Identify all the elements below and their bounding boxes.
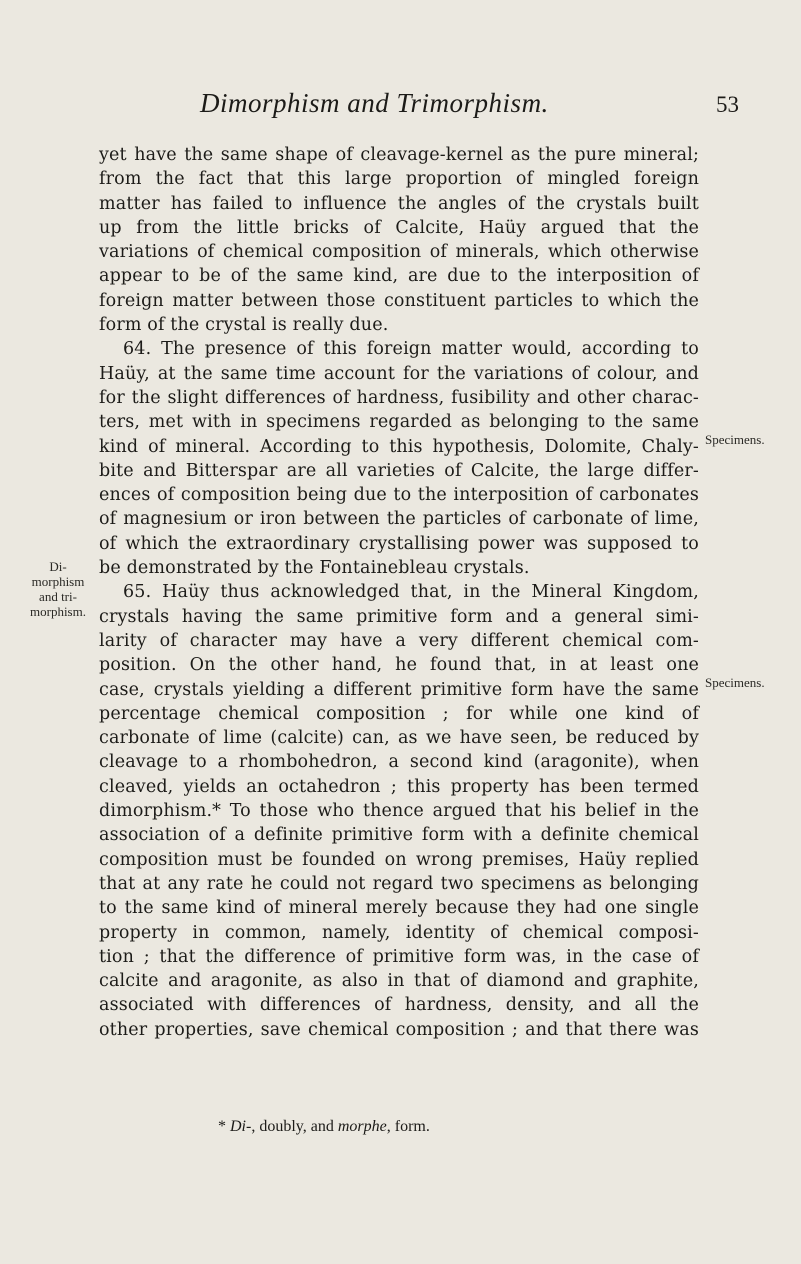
page-number: 53 — [716, 92, 739, 117]
margin-note-line: Di- — [49, 559, 67, 574]
footnote-marker: * — [218, 1118, 226, 1135]
margin-note-dimorphism — [22, 559, 94, 619]
footnote-text: , form. — [386, 1118, 430, 1135]
margin-note-line: morphism. — [30, 604, 86, 619]
text-line: to the same kind of mineral merely because they had one single — [99, 898, 699, 919]
text-line: tion ; that the difference of primitive form was, in the case of — [99, 946, 699, 967]
text-line: percentage chemical composition ; for while one kind of — [99, 703, 699, 724]
margin-note-specimens-2: Specimens. — [705, 675, 765, 690]
text-line: carbonate of lime (calcite) can, as we have seen, be reduced by — [99, 728, 699, 749]
text-line: kind of mineral. According to this hypothesis, Dolomite, Chaly- — [99, 436, 699, 457]
text-line: up from the little bricks of Calcite, Haüy argued that the — [99, 217, 699, 238]
text-line: crystals having the same primitive form and a general simi- — [99, 606, 699, 627]
text-line: cleavage to a rhombohedron, a second kind (aragonite), when — [99, 752, 699, 773]
text-line: variations of chemical composition of minerals, which otherwise — [99, 242, 699, 263]
text-line: appear to be of the same kind, are due to the interposition of — [99, 266, 699, 287]
text-line: matter has failed to influence the angles of the crystals built — [99, 193, 699, 214]
footnote — [218, 1118, 430, 1136]
text-line: calcite and aragonite, as also in that of diamond and graphite, — [99, 971, 699, 992]
text-line: be demonstrated by the Fontainebleau crystals. — [99, 558, 530, 579]
text-line: associated with differences of hardness, density, and all the — [99, 995, 699, 1016]
footnote-term: morphe — [337, 1118, 387, 1135]
text-line: ters, met with in specimens regarded as belonging to the same — [99, 412, 699, 433]
text-line: property in common, namely, identity of chemical composi- — [99, 922, 699, 943]
footnote-term: Di- — [230, 1118, 252, 1135]
text-line: for the slight differences of hardness, fusibility and other charac- — [99, 387, 699, 408]
margin-note-line: morphism — [31, 574, 85, 589]
text-line: other properties, save chemical composition ; and that there was — [99, 1019, 699, 1040]
paragraph-64-start: 64. The presence of this foreign matter would, according to — [123, 339, 699, 360]
text-line: of magnesium or iron between the particles of carbonate of lime, — [99, 509, 699, 530]
text-line: cleaved, yields an octahedron ; this property has been termed — [99, 776, 699, 797]
running-head: Dimorphism and Trimorphism. — [200, 88, 549, 118]
margin-note-line: and tri- — [39, 589, 77, 604]
text-line: from the fact that this large proportion of mingled foreign — [99, 169, 699, 190]
text-line: yet have the same shape of cleavage-kernel as the pure mineral; — [99, 145, 699, 165]
text-line: association of a definite primitive form with a definite chemical — [99, 825, 699, 846]
text-line: bite and Bitterspar are all varieties of Calcite, the large differ- — [99, 460, 699, 481]
paragraph-65-start: 65. Haüy thus acknowledged that, in the Mineral Kingdom, — [123, 582, 699, 603]
text-line: case, crystals yielding a different primitive form have the same — [99, 679, 699, 700]
footnote-text: , doubly, and — [251, 1118, 334, 1135]
text-line: ences of composition being due to the interposition of carbonates — [99, 485, 699, 506]
text-line: dimorphism.* To those who thence argued that his belief in the — [99, 801, 699, 822]
text-line: composition must be founded on wrong premises, Haüy replied — [99, 849, 699, 870]
body-text — [99, 143, 699, 1042]
text-line: Haüy, at the same time account for the variations of colour, and — [99, 363, 699, 384]
text-line: position. On the other hand, he found that, in at least one — [99, 655, 699, 676]
margin-note-specimens: Specimens. — [705, 432, 765, 447]
text-line: of which the extraordinary crystallising power was supposed to — [99, 533, 699, 554]
text-line: foreign matter between those constituent particles to which the — [99, 290, 699, 311]
text-line: that at any rate he could not regard two specimens as belonging — [99, 873, 699, 894]
text-line: larity of character may have a very different chemical com- — [99, 630, 699, 651]
text-line: form of the crystal is really due. — [99, 315, 389, 336]
